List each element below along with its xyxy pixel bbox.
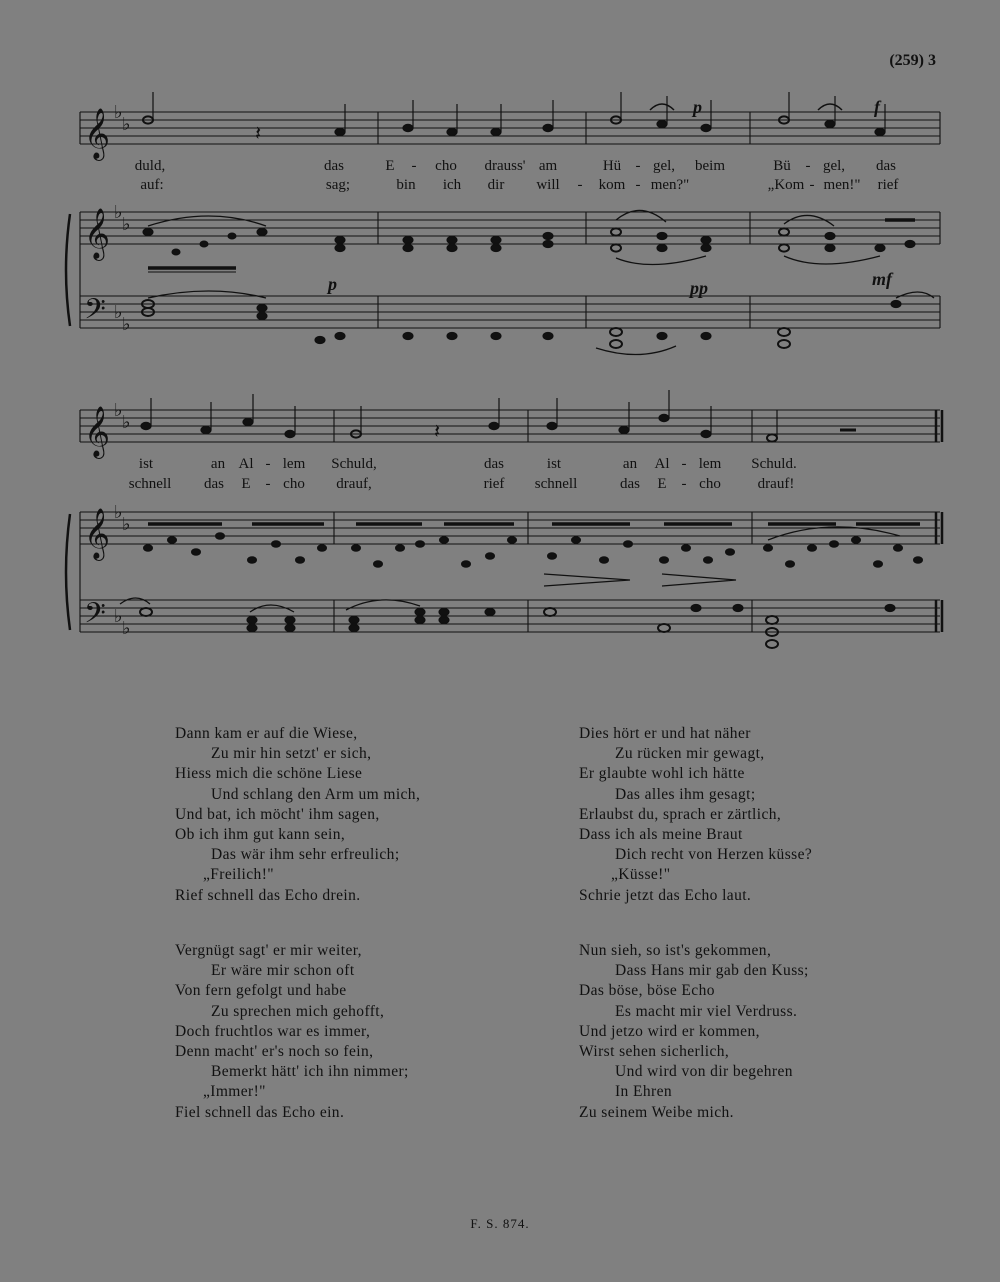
verse-3 — [175, 941, 409, 1123]
verse-line: Und jetzo wird er kommen, — [579, 1022, 760, 1040]
lyric-syllable: das — [324, 158, 344, 174]
verse-line: Schrie jetzt das Echo laut. — [579, 886, 752, 904]
verse-line: Das alles ihm gesagt; — [615, 785, 756, 803]
lyric-syllable: - — [265, 456, 271, 472]
svg-text:♭: ♭ — [122, 314, 131, 335]
lyric-syllable: am — [538, 158, 558, 174]
verse-line: Bemerkt hätt' ich ihn nimmer; — [211, 1063, 409, 1081]
lyric-syllable: drauss' — [484, 158, 526, 174]
verse-line: Ob ich ihm gut kann sein, — [175, 826, 346, 844]
verse-line: Er glaubte wohl ich hätte — [579, 765, 745, 783]
lyric-syllable: ist — [138, 456, 154, 472]
lyric-syllable: - — [681, 456, 687, 472]
lyric-syllable: men?" — [650, 177, 690, 193]
verse-line: Es macht mir viel Verdruss. — [615, 1002, 798, 1020]
verse-line: Hiess mich die schöne Liese — [175, 765, 363, 783]
lyric-syllable: E — [657, 476, 667, 492]
lyric-syllable: gel, — [822, 158, 846, 174]
lyric-syllable: das — [204, 476, 224, 492]
lyric-syllable: - — [635, 177, 641, 193]
lyric-syllable: men!" — [823, 177, 861, 193]
verse-line: In Ehren — [615, 1083, 672, 1101]
verse-line: Vergnügt sagt' er mir weiter, — [175, 942, 362, 959]
dynamic-marking: f — [874, 97, 880, 117]
lyric-syllable: - — [265, 476, 271, 492]
lyric-syllable: ich — [442, 177, 462, 193]
verse-line: „Küsse!" — [611, 866, 671, 884]
lyric-syllable: das — [620, 476, 640, 492]
svg-text:♭: ♭ — [122, 514, 131, 535]
lyric-syllable: - — [411, 158, 417, 174]
lyric-syllable: will — [536, 177, 560, 193]
verse-line: „Immer!" — [203, 1083, 266, 1101]
verse-line: Zu rücken mir gewagt, — [615, 745, 765, 763]
system-2 — [66, 390, 942, 648]
lyric-syllable: auf: — [140, 177, 164, 193]
lyric-syllable: duld, — [134, 158, 166, 174]
lyric-syllable: drauf! — [757, 476, 795, 492]
dynamic-marking: p — [328, 274, 337, 294]
svg-text:𝄽: 𝄽 — [434, 419, 441, 443]
lyric-syllable: schnell — [128, 476, 172, 492]
verse-line: Zu seinem Weibe mich. — [579, 1103, 734, 1121]
lyric-syllable: rief — [483, 476, 505, 492]
publisher-plate-number: F. S. 874. — [470, 1216, 530, 1231]
svg-text:♭: ♭ — [114, 502, 123, 523]
verse-line: Dass ich als meine Braut — [579, 826, 743, 844]
verse-line: Dann kam er auf die Wiese, — [175, 725, 358, 742]
lyric-syllable: drauf, — [336, 476, 372, 492]
lyric-syllable: Schuld. — [751, 456, 797, 472]
lyric-syllable: ist — [546, 456, 562, 472]
svg-text:♭: ♭ — [122, 412, 131, 433]
lyric-syllable: Al — [654, 456, 670, 472]
svg-text:𝄽: 𝄽 — [255, 121, 262, 145]
verse-line: Und wird von dir begehren — [615, 1063, 793, 1081]
lyric-syllable: Al — [238, 456, 254, 472]
verse-line: Zu sprechen mich gehofft, — [211, 1002, 385, 1020]
treble-clef-icon: 𝄞 — [84, 208, 111, 259]
lyric-syllable: kom — [598, 177, 626, 193]
verse-line: Dies hört er und hat näher — [579, 725, 751, 742]
verse-line: Das böse, böse Echo — [579, 982, 715, 1000]
lyric-syllable: sag; — [325, 177, 351, 193]
lyric-syllable: an — [210, 456, 226, 472]
verse-line: Fiel schnell das Echo ein. — [175, 1103, 345, 1121]
lyric-syllable: schnell — [534, 476, 578, 492]
svg-text:♭: ♭ — [114, 606, 123, 627]
lyric-syllable: E — [385, 158, 395, 174]
verse-line: Erlaubst du, sprach er zärtlich, — [579, 805, 782, 823]
verse-line: Von fern gefolgt und habe — [175, 982, 347, 1000]
verse-line: „Freilich!" — [203, 866, 274, 884]
verse-line: Wirst sehen sicherlich, — [579, 1043, 730, 1061]
page-number: (259) 3 — [889, 52, 936, 69]
verse-line: Er wäre mir schon oft — [211, 962, 355, 980]
lyric-syllable: dir — [487, 177, 505, 193]
lyric-syllable: rief — [877, 177, 899, 193]
lyric-syllable: cho — [283, 476, 305, 492]
verse-line: Und schlang den Arm um mich, — [211, 785, 421, 803]
treble-clef-icon: 𝄞 — [84, 108, 111, 159]
verse-line: Nun sieh, so ist's gekommen, — [579, 942, 772, 959]
verse-line: Denn macht' er's noch so fein, — [175, 1043, 374, 1061]
lyric-syllable: beim — [695, 158, 725, 174]
system-1 — [66, 92, 940, 355]
lyric-syllable: gel, — [652, 158, 676, 174]
lyric-syllable: bin — [396, 177, 416, 193]
svg-text:♭: ♭ — [114, 102, 123, 123]
lyric-syllable: lem — [282, 456, 306, 472]
bass-clef-icon: 𝄢 — [84, 293, 106, 333]
lyric-syllable: das — [876, 158, 896, 174]
lyric-syllable: cho — [699, 476, 721, 492]
lyric-syllable: Schuld, — [331, 456, 377, 472]
lyric-syllable: - — [805, 158, 811, 174]
verse-1 — [175, 724, 420, 906]
verse-2 — [579, 724, 812, 906]
lyric-syllable: - — [635, 158, 641, 174]
dynamic-marking: mf — [872, 269, 892, 289]
treble-clef-icon: 𝄞 — [84, 406, 111, 457]
lyric-syllable: - — [577, 177, 583, 193]
svg-text:♭: ♭ — [114, 400, 123, 421]
lyric-syllable: lem — [698, 456, 722, 472]
lyric-syllable: E — [241, 476, 251, 492]
svg-text:♭: ♭ — [122, 214, 131, 235]
verse-line: Rief schnell das Echo drein. — [175, 886, 361, 904]
lyric-syllable: an — [622, 456, 638, 472]
dynamic-marking: pp — [690, 278, 708, 298]
verse-line: Das wär ihm sehr erfreulich; — [211, 846, 400, 864]
lyric-syllable: cho — [435, 158, 457, 174]
verse-line: Dich recht von Herzen küsse? — [615, 846, 813, 864]
dynamic-marking: p — [693, 97, 702, 117]
treble-clef-icon: 𝄞 — [84, 508, 111, 559]
lyric-syllable: das — [484, 456, 504, 472]
verse-line: Dass Hans mir gab den Kuss; — [615, 962, 809, 980]
verse-line: Zu mir hin setzt' er sich, — [211, 745, 372, 763]
verse-line: Doch fruchtlos war es immer, — [175, 1022, 371, 1040]
lyric-syllable: „Kom — [767, 177, 805, 193]
svg-text:♭: ♭ — [114, 202, 123, 223]
verse-4 — [579, 941, 809, 1123]
svg-text:♭: ♭ — [114, 302, 123, 323]
svg-text:♭: ♭ — [122, 618, 131, 639]
svg-text:♭: ♭ — [122, 114, 131, 135]
lyric-syllable: - — [809, 177, 815, 193]
bass-clef-icon: 𝄢 — [84, 597, 106, 637]
verse-line: Und bat, ich möcht' ihm sagen, — [175, 805, 380, 823]
lyric-syllable: - — [681, 476, 687, 492]
lyric-syllable: Hü — [602, 158, 622, 174]
lyric-syllable: Bü — [773, 158, 791, 174]
